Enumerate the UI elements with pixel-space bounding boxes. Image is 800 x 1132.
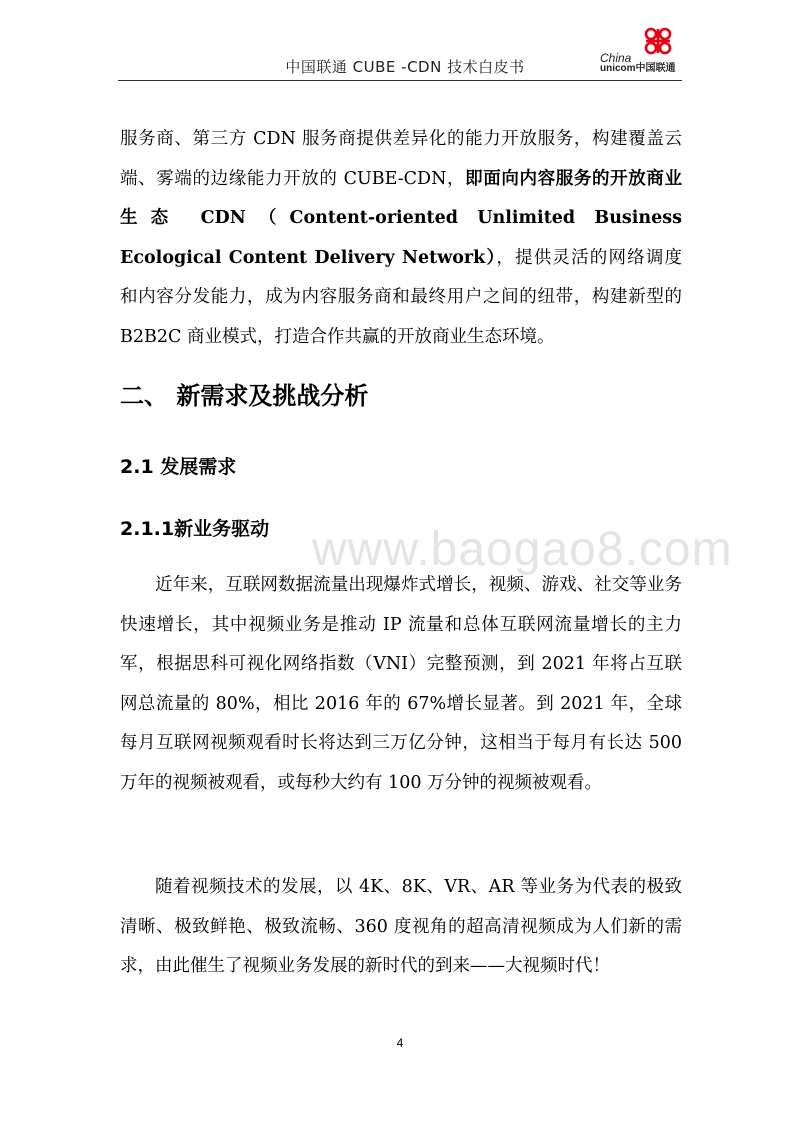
logo-text-china: China	[600, 51, 632, 65]
page-number: 4	[396, 1036, 404, 1050]
china-unicom-logo	[600, 26, 690, 76]
subsection-heading: 2.1 发展需求	[120, 456, 237, 478]
paragraph1-text-a: 服务商、第三方 CDN 服务商提供差异化的能力开放服务，构建覆盖云端、雾端的边缘能力开放的 CUBE-CDN，	[120, 129, 682, 189]
paragraph-cube-cdn	[120, 120, 682, 357]
header-divider	[118, 80, 682, 81]
paragraph-video-traffic: 近年来，互联网数据流量出现爆炸式增长，视频、游戏、社交等业务快速增长，其中视频业务是推动 IP 流量和总体互联网流量增长的主力军，根据思科可视化网络指数（VNI）完整预测，到 2021 年将占互联网总流量的 80%，相比 2016 年的 67%增长显著。到 2021 年，全球每月互联网视频观看时长将达到三万亿分钟，这相当于每月有长达 500 万年的视频被观看，或每秒大约有 100 万分钟的视频被观看。	[120, 575, 682, 793]
paragraph-video-era: 随着视频技术的发展，以 4K、8K、VR、AR 等业务为代表的极致清晰、极致鲜艳、极致流畅、360 度视角的超高清视频成为人们新的需求，由此催生了视频业务发展的新时代的到来——大视频时代！	[120, 877, 682, 976]
subsubsection-heading: 2.1.1新业务驱动	[120, 518, 270, 540]
unicom-knot-icon	[638, 26, 678, 56]
logo-text-unicom: unicom中国联通	[600, 63, 676, 74]
section-heading: 二、 新需求及挑战分析	[120, 382, 369, 410]
watermark: www.baogao8.com	[312, 523, 733, 576]
paragraph1-text-b: ，提供灵活的网络调度和内容分发能力，成为内容服务商和最终用户之间的纽带，构建新型的 B2B2C 商业模式，打造合作共赢的开放商业生态环境。	[120, 247, 683, 347]
header-title: 中国联通 CUBE -CDN 技术白皮书	[285, 58, 525, 76]
paragraph1-bold-text: 即面向内容服务的开放商业生态 CDN（Content-oriented Unlimited Business Ecological Content Delivery Network）	[120, 168, 683, 268]
